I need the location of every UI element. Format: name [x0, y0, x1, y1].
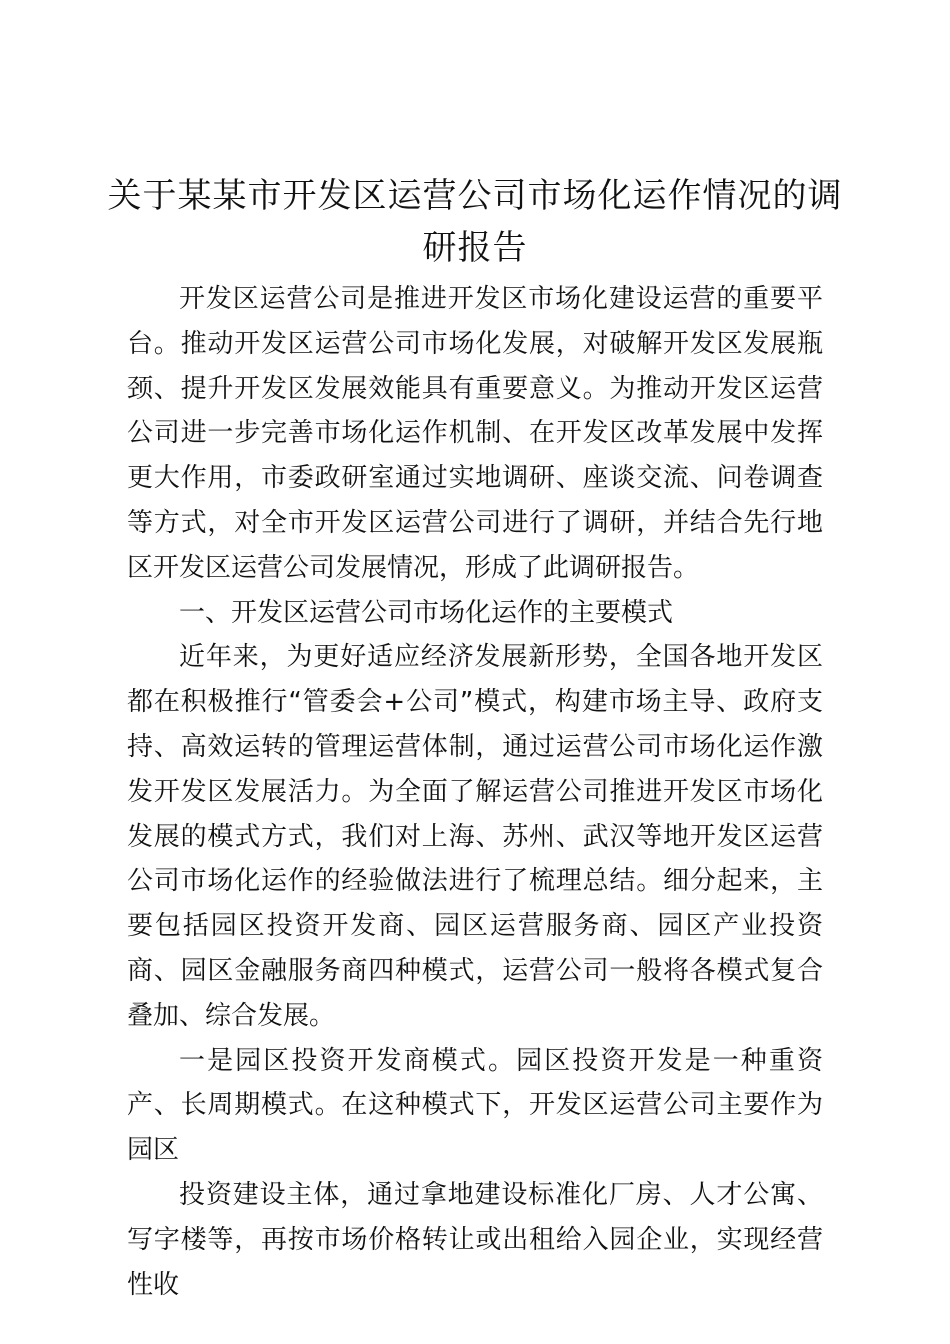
body-paragraph: 投资建设主体，通过拿地建设标准化厂房、人才公寓、写字楼等，再按市场价格转让或出租给入园企业，实现经营性收 [127, 1179, 823, 1300]
body-paragraph: 一是园区投资开发商模式。园区投资开发是一种重资产、长周期模式。在这种模式下，开发区运营公司主要作为园区 [127, 1045, 823, 1166]
body-paragraph: 近年来，为更好适应经济发展新形势，全国各地开发区都在积极推行“管委会+公司”模式，构建市场主导、政府支持、高效运转的管理运营体制，通过运营公司市场化运作激发开发区发展活力。为全面了解运营公司推进开发区市场化发展的模式方式，我们对上海、苏州、武汉等地开发区运营公司市场化运作的经验做法进行了梳理总结。细分起来，主要包括园区投资开发商、园区运营服务商、园区产业投资商、园区金融服务商四种模式，运营公司一般将各模式复合叠加、综合发展。 [127, 642, 823, 1031]
section-heading: 一、开发区运营公司市场化运作的主要模式 [179, 597, 674, 628]
intro-paragraph: 开发区运营公司是推进开发区市场化建设运营的重要平台。推动开发区运营公司市场化发展，对破解开发区发展瓶颈、提升开发区发展效能具有重要意义。为推动开发区运营公司进一步完善市场化运作机制、在开发区改革发展中发挥更大作用，市委政研室通过实地调研、座谈交流、问卷调查等方式，对全市开发区运营公司进行了调研，并结合先行地区开发区运营公司发展情况，形成了此调研报告。 [127, 284, 823, 583]
document-body [127, 277, 823, 1307]
document-title: 关于某某市开发区运营公司市场化运作情况的调研报告 [107, 176, 843, 268]
